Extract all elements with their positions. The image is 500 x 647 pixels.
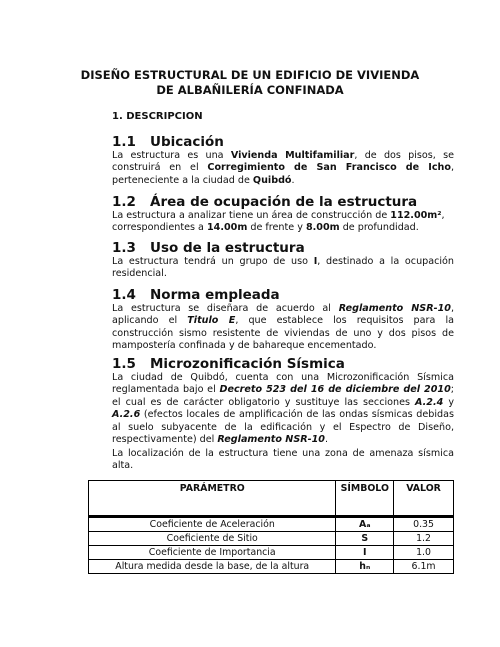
paragraph-uso: La estructura tendrá un grupo de uso I, destinado a la ocupación residencial. [112,256,455,280]
symbol-cell: hₙ [336,560,394,574]
paragraph-microzonificacion: La ciudad de Quibdó, cuenta con una Microzonificación Sísmica reglamentada bajo el Decreto 523 del 16 de diciembre del 2010; el cual es de carácter obligatorio y sustituye las secciones A.2.4 y A.2.6 (efectos locales de amplificación de las ondas sísmicas debidas al suelo subyacente de la edificación y el Espectro de Diseño, respectivamente) del Reglamento NSR-10. [112,372,454,446]
value-cell: 1.2 [394,532,454,546]
heading-area: 1.2 Área de ocupación de la estructura [112,194,418,210]
paragraph-amenaza: La localización de la estructura tiene una zona de amenaza sísmica alta. [112,448,454,472]
symbol-cell: Aₐ [336,517,394,532]
param-cell: Altura medida desde la base, de la altura [89,560,336,574]
header-simbolo: SÍMBOLO [336,481,394,517]
heading-ubicacion: 1.1 Ubicación [112,134,224,150]
table-row [89,560,454,574]
document-title: DISEÑO ESTRUCTURAL DE UN EDIFICIO DE VIVIENDA DE ALBAÑILERÍA CONFINADA [80,68,420,97]
table-row [89,517,454,532]
paragraph-ubicacion: La estructura es una Vivienda Multifamiliar, de dos pisos, se construirá en el Corregimiento de San Francisco de Icho, perteneciente a la ciudad de Quibdó. [112,150,454,186]
value-cell: 0.35 [394,517,454,532]
symbol-cell: I [336,546,394,560]
header-parametro: PARÁMETRO [89,481,336,517]
parameters-table [88,480,454,574]
table-row [89,532,454,546]
value-cell: 6.1m [394,560,454,574]
paragraph-area: La estructura a analizar tiene un área de construcción de 112.00m², correspondientes a 14.00m de frente y 8.00m de profundidad. [112,210,445,234]
param-cell: Coeficiente de Sitio [89,532,336,546]
table-row [89,546,454,560]
table-header-row [89,481,454,517]
heading-norma: 1.4 Norma empleada [112,287,280,303]
section-heading: 1. DESCRIPCION [112,111,203,122]
param-cell: Coeficiente de Importancia [89,546,336,560]
paragraph-norma: La estructura se diseñara de acuerdo al Reglamento NSR-10, aplicando el Titulo E, que establece los requisitos para la construcción sismo resistente de viviendas de uno y dos pisos de mampostería confinada y de bahareque encementado. [112,303,454,352]
value-cell: 1.0 [394,546,454,560]
header-valor: VALOR [394,481,454,517]
heading-uso: 1.3 Uso de la estructura [112,240,305,256]
heading-microzonificacion: 1.5 Microzonificación Sísmica [112,356,345,372]
param-cell: Coeficiente de Aceleración [89,517,336,532]
symbol-cell: S [336,532,394,546]
